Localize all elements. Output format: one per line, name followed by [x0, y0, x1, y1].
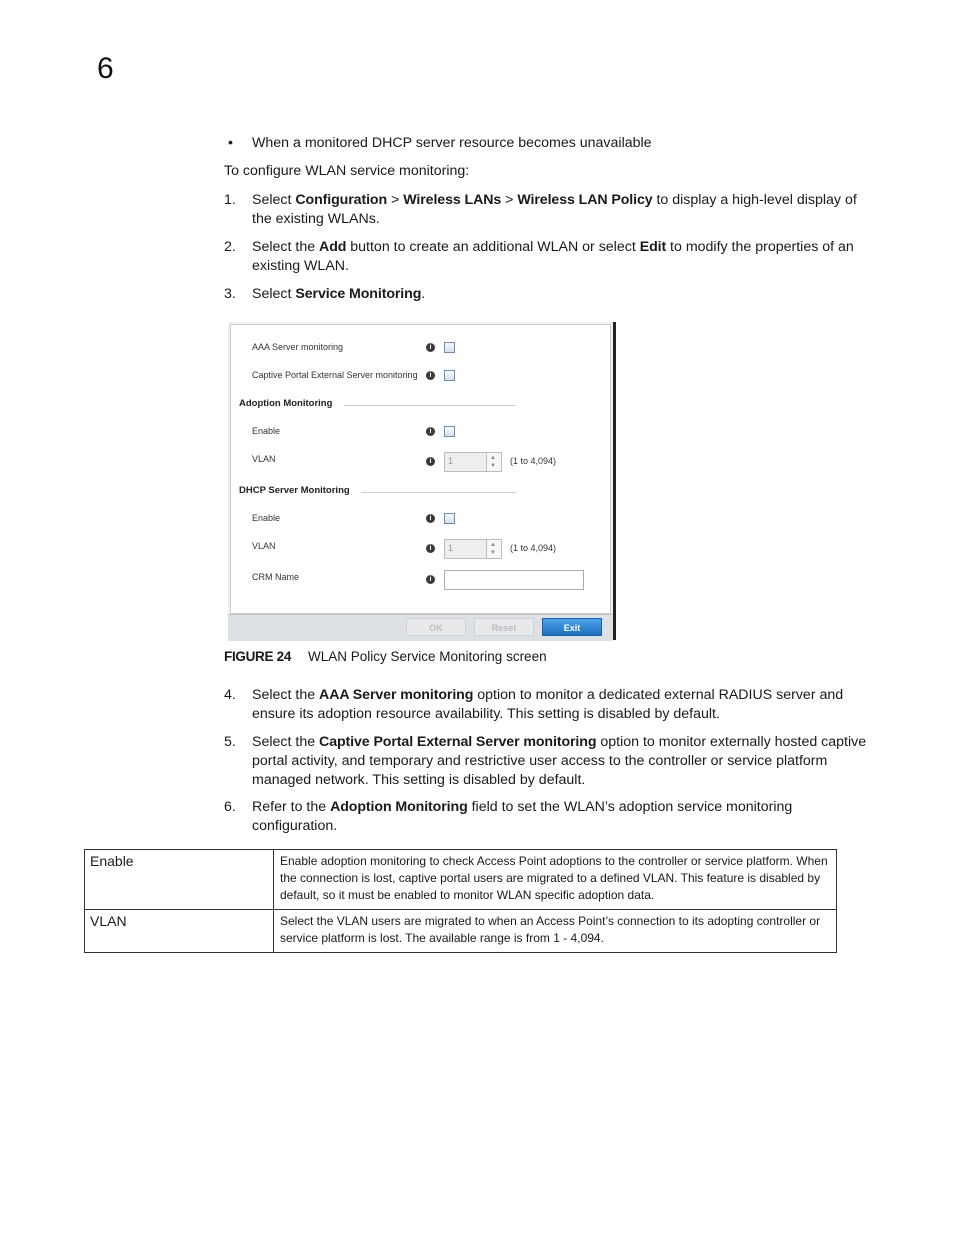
chevron-up-icon[interactable]: ▲ — [490, 542, 496, 548]
dhcp-enable-label: Enable — [252, 513, 281, 523]
captive-portal-monitoring-label: Captive Portal External Server monitoring — [252, 370, 418, 380]
ui-term: Wireless LANs — [403, 192, 502, 208]
section-divider — [344, 405, 516, 406]
table-row — [85, 910, 837, 953]
adoption-vlan-label: VLAN — [252, 454, 276, 464]
figure-caption — [224, 649, 547, 664]
ui-term: Edit — [639, 239, 667, 255]
step-number: 5. — [224, 734, 236, 750]
figure-title: WLAN Policy Service Monitoring screen — [308, 649, 547, 664]
step-number: 4. — [224, 687, 236, 703]
step-number: 6. — [224, 799, 236, 815]
ui-term: Add — [319, 239, 347, 255]
ui-term: Captive Portal External Server monitoring — [319, 734, 597, 750]
figure-number: FIGURE 24 — [224, 649, 292, 664]
dhcp-vlan-value: 1 — [448, 543, 454, 553]
bullet-icon: • — [228, 135, 233, 151]
ui-term: Configuration — [295, 192, 388, 208]
info-icon[interactable]: i — [426, 514, 435, 523]
chevron-down-icon[interactable]: ▼ — [490, 550, 496, 556]
dhcp-server-monitoring-heading: DHCP Server Monitoring — [239, 485, 350, 496]
aaa-server-monitoring-label: AAA Server monitoring — [252, 342, 344, 352]
step-text: Select the AAA Server monitoring option to monitor a dedicated external RADIUS server and ensure its adoption resource availability. This setting is disabled by default. — [252, 687, 844, 722]
adoption-enable-label: Enable — [252, 426, 281, 436]
bullet-text: When a monitored DHCP server resource becomes unavailable — [252, 135, 652, 151]
ui-term: Service Monitoring — [295, 286, 422, 302]
adoption-vlan-range: (1 to 4,094) — [510, 456, 557, 466]
parameter-name: Enable — [85, 850, 274, 910]
settings-panel — [230, 324, 611, 614]
chapter-number: 6 — [97, 52, 114, 85]
adoption-vlan-stepper[interactable] — [444, 452, 502, 472]
dhcp-enable-checkbox[interactable] — [444, 513, 455, 524]
dhcp-vlan-range: (1 to 4,094) — [510, 543, 557, 553]
step-text: Select the Add button to create an additional WLAN or select Edit to modify the properties of an existing WLAN. — [252, 239, 854, 274]
info-icon[interactable]: i — [426, 371, 435, 380]
stepper-arrows[interactable] — [486, 540, 501, 558]
captive-portal-monitoring-checkbox[interactable] — [444, 370, 455, 381]
service-monitoring-screenshot — [228, 322, 616, 640]
reset-button[interactable]: Reset — [474, 618, 534, 636]
dhcp-vlan-stepper[interactable] — [444, 539, 502, 559]
stepper-arrows[interactable] — [486, 453, 501, 471]
table-row — [85, 850, 837, 910]
chevron-up-icon[interactable]: ▲ — [490, 455, 496, 461]
ui-term: Wireless LAN Policy — [517, 192, 653, 208]
parameter-description: Select the VLAN users are migrated to when an Access Point’s connection to its adopting controller or service platform is lost. The available range is from 1 - 4,094. — [274, 910, 837, 953]
step-text: Refer to the Adoption Monitoring field to set the WLAN’s adoption service monitoring configuration. — [252, 799, 793, 834]
section-divider — [361, 492, 516, 493]
aaa-server-monitoring-checkbox[interactable] — [444, 342, 455, 353]
parameter-name: VLAN — [85, 910, 274, 953]
step-text: Select Configuration > Wireless LANs > Wireless LAN Policy to display a high-level display of the existing WLANs. — [252, 192, 857, 227]
parameter-table — [84, 849, 837, 953]
chevron-down-icon[interactable]: ▼ — [490, 463, 496, 469]
parameter-description: Enable adoption monitoring to check Access Point adoptions to the controller or service platform. When the connection is lost, captive portal users are migrated to a defined VLAN. This feature is disabled by default, so it must be enabled to monitor WLAN specific adoption data. — [274, 850, 837, 910]
intro-text: To configure WLAN service monitoring: — [224, 163, 470, 179]
ui-term: Adoption Monitoring — [330, 799, 468, 815]
adoption-monitoring-heading: Adoption Monitoring — [239, 398, 333, 409]
info-icon[interactable]: i — [426, 343, 435, 352]
adoption-enable-checkbox[interactable] — [444, 426, 455, 437]
ui-term: AAA Server monitoring — [319, 687, 474, 703]
step-text: Select the Captive Portal External Server monitoring option to monitor externally hosted captive portal activity, and temporary and restrictive user access to the controller or service platform managed network. This setting is disabled by default. — [252, 734, 867, 788]
info-icon[interactable]: i — [426, 575, 435, 584]
step-number: 3. — [224, 286, 236, 302]
adoption-vlan-value: 1 — [448, 456, 454, 466]
crm-name-input[interactable] — [444, 570, 584, 590]
step-number: 2. — [224, 239, 236, 255]
crm-name-label: CRM Name — [252, 572, 300, 582]
ok-button[interactable]: OK — [406, 618, 466, 636]
dhcp-vlan-label: VLAN — [252, 541, 276, 551]
info-icon[interactable]: i — [426, 427, 435, 436]
step-number: 1. — [224, 192, 236, 208]
info-icon[interactable]: i — [426, 544, 435, 553]
step-text: Select Service Monitoring. — [252, 286, 426, 302]
info-icon[interactable]: i — [426, 457, 435, 466]
exit-button[interactable]: Exit — [542, 618, 602, 636]
